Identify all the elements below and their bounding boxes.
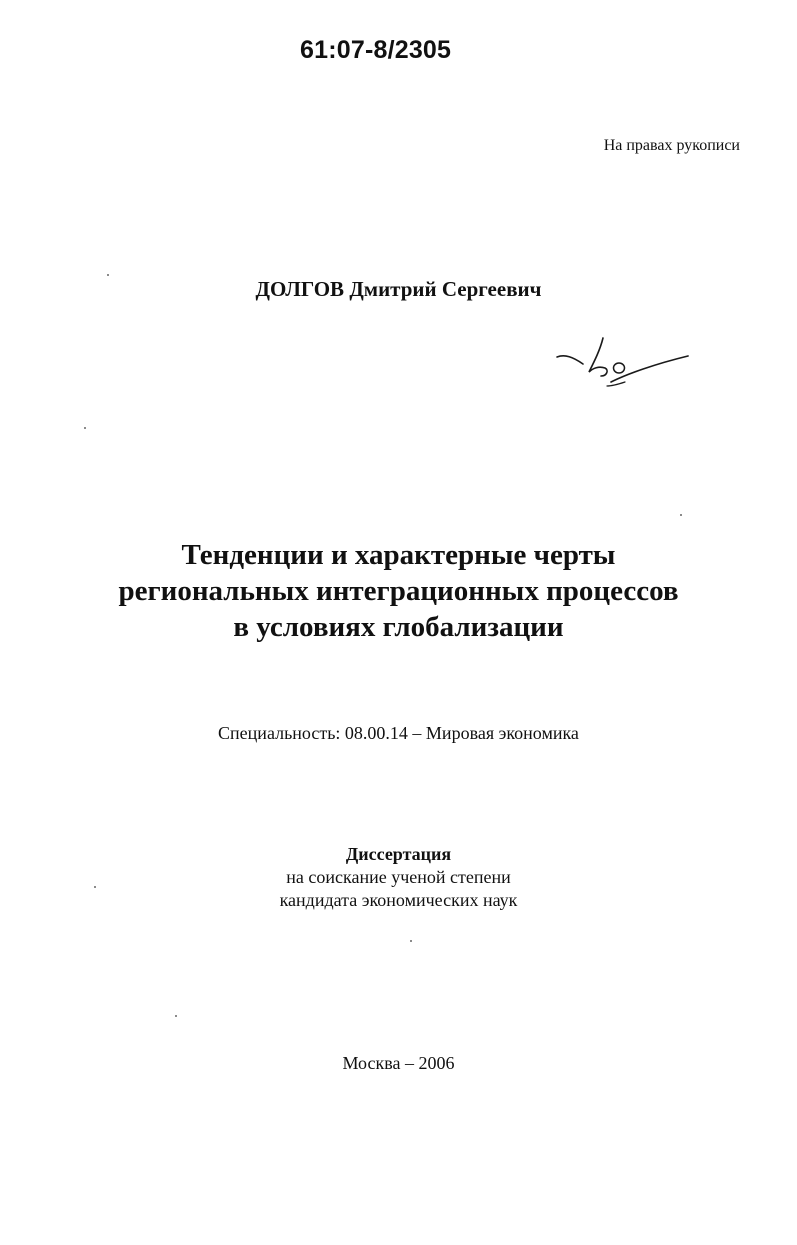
scan-speck	[107, 274, 109, 276]
scan-speck	[94, 886, 96, 888]
title-line: в условиях глобализации	[233, 611, 564, 643]
rights-note: На правах рукописи	[603, 137, 740, 154]
degree-line: кандидата экономических наук	[279, 890, 518, 910]
registration-code: 61:07-8/2305	[300, 36, 452, 64]
handwritten-signature	[555, 330, 695, 390]
city-year: Москва – 2006	[342, 1053, 455, 1073]
degree-line: на соискание ученой степени	[286, 867, 511, 887]
dissertation-title	[0, 537, 797, 645]
scan-speck	[84, 427, 86, 429]
scan-speck	[680, 514, 682, 516]
scan-speck	[410, 940, 412, 942]
author-name: ДОЛГОВ Дмитрий Сергеевич	[255, 277, 542, 301]
specialty: Специальность: 08.00.14 – Мировая экономика	[218, 723, 579, 743]
dissertation-info	[0, 843, 797, 912]
dissertation-type: Диссертация	[345, 844, 452, 864]
title-line: региональных интеграционных процессов	[118, 575, 679, 607]
title-line: Тенденции и характерные черты	[181, 539, 616, 571]
scan-speck	[175, 1015, 177, 1017]
